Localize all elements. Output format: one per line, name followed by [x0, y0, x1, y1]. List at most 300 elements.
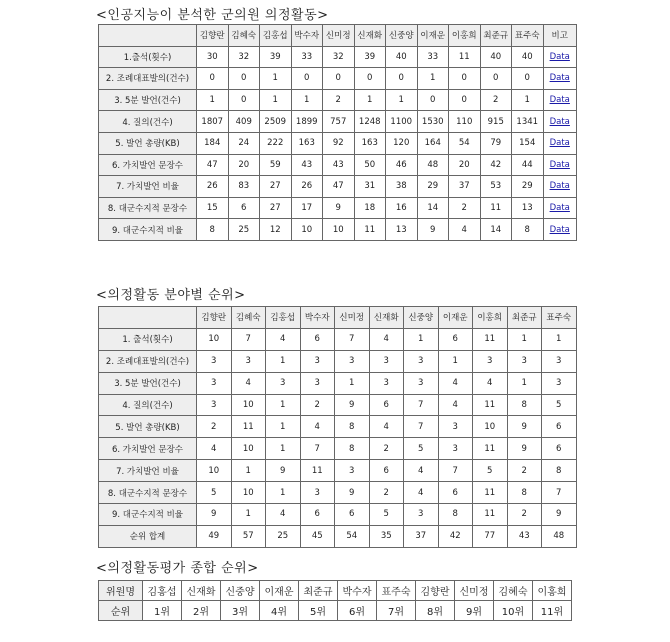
value-cell: 1 — [231, 460, 266, 482]
value-cell: 11 — [473, 394, 508, 416]
header-name: 김홍섭 — [260, 25, 292, 47]
value-cell: 6 — [335, 504, 370, 526]
value-cell: 1 — [404, 328, 439, 350]
overall-rank-cell: 11위 — [533, 601, 572, 621]
table-row — [99, 350, 577, 372]
value-cell: 1 — [231, 504, 266, 526]
header-name: 박수자 — [291, 25, 323, 47]
value-cell: 4 — [473, 372, 508, 394]
value-cell: 4 — [438, 372, 473, 394]
value-cell: 6 — [438, 328, 473, 350]
table-row — [99, 219, 577, 241]
value-cell: 35 — [369, 525, 404, 547]
table-row — [99, 504, 577, 526]
value-cell: 6 — [542, 438, 577, 460]
value-cell: 163 — [291, 132, 323, 154]
value-cell: 915 — [480, 111, 512, 133]
value-cell: 10 — [291, 219, 323, 241]
value-cell: 1 — [260, 68, 292, 90]
value-cell: 0 — [354, 68, 386, 90]
value-cell: 2509 — [260, 111, 292, 133]
value-cell: 4 — [266, 504, 301, 526]
remarks-cell — [543, 132, 577, 154]
section-title-overall-rank: <의정활동평가 종합 순위> — [96, 561, 259, 576]
value-cell: 3 — [335, 460, 370, 482]
data-link[interactable]: Data — [549, 224, 570, 235]
value-cell: 163 — [354, 132, 386, 154]
value-cell: 39 — [260, 46, 292, 68]
value-cell: 57 — [231, 525, 266, 547]
row-label: 3. 5분 발언(건수) — [99, 89, 197, 111]
value-cell: 1530 — [417, 111, 449, 133]
header-name: 신미정 — [323, 25, 355, 47]
value-cell: 43 — [323, 154, 355, 176]
value-cell: 3 — [404, 350, 439, 372]
value-cell: 8 — [335, 438, 370, 460]
value-cell: 7 — [404, 394, 439, 416]
row-label: 6. 가치발언 문장수 — [99, 438, 197, 460]
value-cell: 8 — [542, 460, 577, 482]
value-cell: 2 — [507, 504, 542, 526]
value-cell: 1 — [438, 350, 473, 372]
row-label: 1. 출석(횟수) — [99, 328, 197, 350]
value-cell: 10 — [323, 219, 355, 241]
value-cell: 42 — [438, 525, 473, 547]
value-cell: 10 — [473, 416, 508, 438]
value-cell: 20 — [228, 154, 260, 176]
header-name: 김홍섭 — [266, 307, 301, 329]
value-cell: 43 — [507, 525, 542, 547]
overall-rank-cell: 3위 — [221, 601, 260, 621]
row-label: 7. 가치발언 비율 — [99, 460, 197, 482]
value-cell: 5 — [404, 438, 439, 460]
value-cell: 11 — [480, 197, 512, 219]
value-cell: 2 — [300, 394, 335, 416]
value-cell: 4 — [438, 394, 473, 416]
value-cell: 8 — [197, 219, 229, 241]
value-cell: 59 — [260, 154, 292, 176]
table-row — [99, 176, 577, 198]
value-cell: 7 — [404, 416, 439, 438]
remarks-cell — [543, 176, 577, 198]
value-cell: 1 — [512, 89, 544, 111]
value-cell: 6 — [369, 460, 404, 482]
value-cell: 0 — [197, 68, 229, 90]
value-cell: 13 — [512, 197, 544, 219]
value-cell: 11 — [300, 460, 335, 482]
value-cell: 10 — [231, 438, 266, 460]
activity-data-table — [98, 24, 577, 241]
value-cell: 37 — [404, 525, 439, 547]
value-cell: 5 — [369, 504, 404, 526]
remarks-cell — [543, 111, 577, 133]
header-name: 신중양 — [386, 25, 418, 47]
row-label: 8. 대군수지적 문장수 — [99, 197, 197, 219]
value-cell: 3 — [300, 350, 335, 372]
value-cell: 0 — [228, 68, 260, 90]
overall-rank-cell: 7위 — [377, 601, 416, 621]
value-cell: 83 — [228, 176, 260, 198]
value-cell: 29 — [417, 176, 449, 198]
value-cell: 1807 — [197, 111, 229, 133]
header-name: 김혜숙 — [231, 307, 266, 329]
value-cell: 9 — [542, 504, 577, 526]
value-cell: 4 — [449, 219, 481, 241]
value-cell: 8 — [512, 219, 544, 241]
value-cell: 47 — [323, 176, 355, 198]
value-cell: 11 — [473, 328, 508, 350]
overall-rank-cell: 9위 — [455, 601, 494, 621]
value-cell: 0 — [512, 68, 544, 90]
value-cell: 1 — [291, 89, 323, 111]
value-cell: 15 — [197, 197, 229, 219]
value-cell: 9 — [266, 460, 301, 482]
value-cell: 8 — [438, 504, 473, 526]
value-cell: 16 — [386, 197, 418, 219]
overall-rank-cell: 1위 — [143, 601, 182, 621]
header-name: 이재운 — [417, 25, 449, 47]
overall-name-cell: 표주숙 — [377, 581, 416, 601]
value-cell: 77 — [473, 525, 508, 547]
value-cell: 154 — [512, 132, 544, 154]
value-cell: 29 — [512, 176, 544, 198]
overall-ranks-row — [99, 601, 572, 621]
value-cell: 5 — [473, 460, 508, 482]
table-row — [99, 394, 577, 416]
value-cell: 0 — [417, 89, 449, 111]
header-name: 신재화 — [354, 25, 386, 47]
value-cell: 7 — [335, 328, 370, 350]
overall-name-cell: 박수자 — [338, 581, 377, 601]
value-cell: 31 — [354, 176, 386, 198]
value-cell: 44 — [512, 154, 544, 176]
table-row — [99, 438, 577, 460]
value-cell: 222 — [260, 132, 292, 154]
value-cell: 11 — [473, 482, 508, 504]
value-cell: 3 — [507, 350, 542, 372]
data-link[interactable]: Data — [549, 95, 570, 106]
value-cell: 42 — [480, 154, 512, 176]
value-cell: 2 — [449, 197, 481, 219]
category-rank-table — [98, 306, 577, 548]
value-cell: 3 — [197, 372, 232, 394]
value-cell: 1 — [266, 394, 301, 416]
table-header-row — [99, 307, 577, 329]
value-cell: 11 — [473, 438, 508, 460]
value-cell: 4 — [369, 328, 404, 350]
value-cell: 54 — [335, 525, 370, 547]
value-cell: 92 — [323, 132, 355, 154]
value-cell: 11 — [354, 219, 386, 241]
value-cell: 184 — [197, 132, 229, 154]
value-cell: 40 — [480, 46, 512, 68]
value-cell: 9 — [507, 438, 542, 460]
header-name: 이재운 — [438, 307, 473, 329]
value-cell: 25 — [228, 219, 260, 241]
value-cell: 3 — [197, 350, 232, 372]
value-cell: 43 — [291, 154, 323, 176]
value-cell: 17 — [291, 197, 323, 219]
value-cell: 9 — [335, 394, 370, 416]
value-cell: 4 — [404, 460, 439, 482]
overall-rank-cell: 6위 — [338, 601, 377, 621]
value-cell: 26 — [197, 176, 229, 198]
table-row — [99, 328, 577, 350]
value-cell: 1 — [266, 350, 301, 372]
data-link[interactable]: Data — [549, 51, 570, 62]
value-cell: 3 — [300, 482, 335, 504]
header-name: 김혜숙 — [228, 25, 260, 47]
value-cell: 120 — [386, 132, 418, 154]
row-label: 4. 질의(건수) — [99, 111, 197, 133]
value-cell: 3 — [438, 438, 473, 460]
remarks-cell — [543, 68, 577, 90]
value-cell: 164 — [417, 132, 449, 154]
overall-name-cell: 김홍섭 — [143, 581, 182, 601]
value-cell: 3 — [335, 350, 370, 372]
value-cell: 13 — [386, 219, 418, 241]
value-cell: 9 — [197, 504, 232, 526]
data-link[interactable]: Data — [549, 138, 570, 149]
header-name: 김향란 — [197, 307, 232, 329]
value-cell: 4 — [266, 328, 301, 350]
row-label: 3. 5분 발언(건수) — [99, 372, 197, 394]
value-cell: 12 — [260, 219, 292, 241]
value-cell: 3 — [404, 504, 439, 526]
data-link[interactable]: Data — [549, 181, 570, 192]
remarks-cell — [543, 219, 577, 241]
overall-name-cell: 김혜숙 — [494, 581, 533, 601]
value-cell: 33 — [417, 46, 449, 68]
value-cell: 2 — [369, 438, 404, 460]
rank-header-label: 순위 — [99, 601, 143, 621]
member-header-label: 위원명 — [99, 581, 143, 601]
value-cell: 6 — [228, 197, 260, 219]
value-cell: 1 — [507, 372, 542, 394]
header-name: 표주숙 — [542, 307, 577, 329]
value-cell: 32 — [228, 46, 260, 68]
value-cell: 6 — [438, 482, 473, 504]
overall-rank-cell: 5위 — [299, 601, 338, 621]
value-cell: 48 — [542, 525, 577, 547]
value-cell: 8 — [507, 394, 542, 416]
row-label: 4. 질의(건수) — [99, 394, 197, 416]
table-row — [99, 416, 577, 438]
overall-names-row — [99, 581, 572, 601]
row-label: 9. 대군수지적 비율 — [99, 504, 197, 526]
header-name: 이홍희 — [473, 307, 508, 329]
value-cell: 4 — [404, 482, 439, 504]
value-cell: 48 — [417, 154, 449, 176]
value-cell: 79 — [480, 132, 512, 154]
value-cell: 0 — [228, 89, 260, 111]
value-cell: 3 — [438, 416, 473, 438]
row-label: 1.출석(횟수) — [99, 46, 197, 68]
value-cell: 1 — [197, 89, 229, 111]
value-cell: 10 — [197, 460, 232, 482]
value-cell: 409 — [228, 111, 260, 133]
table-row — [99, 482, 577, 504]
header-name: 이홍희 — [449, 25, 481, 47]
value-cell: 1 — [266, 416, 301, 438]
overall-rank-cell: 2위 — [182, 601, 221, 621]
value-cell: 3 — [404, 372, 439, 394]
value-cell: 26 — [291, 176, 323, 198]
value-cell: 4 — [300, 416, 335, 438]
value-cell: 2 — [369, 482, 404, 504]
value-cell: 14 — [480, 219, 512, 241]
table-header-row — [99, 25, 577, 47]
overall-rank-cell: 10위 — [494, 601, 533, 621]
overall-name-cell: 신재화 — [182, 581, 221, 601]
value-cell: 4 — [197, 438, 232, 460]
overall-rank-cell: 8위 — [416, 601, 455, 621]
value-cell: 2 — [480, 89, 512, 111]
value-cell: 5 — [542, 394, 577, 416]
value-cell: 1 — [354, 89, 386, 111]
row-label: 5. 발언 총량(KB) — [99, 132, 197, 154]
value-cell: 10 — [231, 482, 266, 504]
value-cell: 11 — [473, 504, 508, 526]
value-cell: 11 — [231, 416, 266, 438]
value-cell: 40 — [512, 46, 544, 68]
value-cell: 6 — [300, 504, 335, 526]
value-cell: 27 — [260, 176, 292, 198]
row-label: 6. 가치발언 문장수 — [99, 154, 197, 176]
value-cell: 14 — [417, 197, 449, 219]
overall-name-cell: 최준규 — [299, 581, 338, 601]
value-cell: 7 — [231, 328, 266, 350]
data-link[interactable]: Data — [549, 159, 570, 170]
row-label: 9. 대군수지적 비율 — [99, 219, 197, 241]
table-row — [99, 197, 577, 219]
value-cell: 38 — [386, 176, 418, 198]
header-name: 신재화 — [369, 307, 404, 329]
value-cell: 0 — [323, 68, 355, 90]
row-label: 순위 합계 — [99, 525, 197, 547]
row-label: 5. 발언 총량(KB) — [99, 416, 197, 438]
value-cell: 9 — [417, 219, 449, 241]
table-row — [99, 111, 577, 133]
value-cell: 757 — [323, 111, 355, 133]
overall-name-cell: 이재운 — [260, 581, 299, 601]
value-cell: 50 — [354, 154, 386, 176]
value-cell: 37 — [449, 176, 481, 198]
value-cell: 1 — [507, 328, 542, 350]
value-cell: 32 — [323, 46, 355, 68]
value-cell: 2 — [197, 416, 232, 438]
value-cell: 9 — [507, 416, 542, 438]
row-label: 2. 조례대표발의(건수) — [99, 68, 197, 90]
value-cell: 4 — [231, 372, 266, 394]
data-link[interactable]: Data — [549, 203, 570, 214]
value-cell: 30 — [197, 46, 229, 68]
header-name: 박수자 — [300, 307, 335, 329]
row-label: 2. 조례대표발의(건수) — [99, 350, 197, 372]
table-row — [99, 525, 577, 547]
value-cell: 0 — [386, 68, 418, 90]
value-cell: 1 — [335, 372, 370, 394]
remarks-cell — [543, 46, 577, 68]
value-cell: 7 — [542, 482, 577, 504]
value-cell: 53 — [480, 176, 512, 198]
value-cell: 47 — [197, 154, 229, 176]
value-cell: 27 — [260, 197, 292, 219]
value-cell: 0 — [449, 89, 481, 111]
header-corner-cell — [99, 307, 197, 329]
value-cell: 1 — [417, 68, 449, 90]
table-row — [99, 372, 577, 394]
overall-name-cell: 신미정 — [455, 581, 494, 601]
overall-name-cell: 신중양 — [221, 581, 260, 601]
value-cell: 3 — [266, 372, 301, 394]
header-name: 신미정 — [335, 307, 370, 329]
value-cell: 1100 — [386, 111, 418, 133]
overall-name-cell: 이홍희 — [533, 581, 572, 601]
value-cell: 39 — [354, 46, 386, 68]
value-cell: 3 — [231, 350, 266, 372]
remarks-cell — [543, 89, 577, 111]
value-cell: 18 — [354, 197, 386, 219]
value-cell: 45 — [300, 525, 335, 547]
value-cell: 7 — [300, 438, 335, 460]
section-title-analysis: <인공지능이 분석한 군의원 의정활동> — [96, 8, 329, 23]
value-cell: 1248 — [354, 111, 386, 133]
value-cell: 110 — [449, 111, 481, 133]
value-cell: 9 — [335, 482, 370, 504]
value-cell: 1 — [266, 438, 301, 460]
value-cell: 2 — [507, 460, 542, 482]
table-row — [99, 154, 577, 176]
header-name: 신중양 — [404, 307, 439, 329]
value-cell: 2 — [323, 89, 355, 111]
row-label: 8. 대군수지적 문장수 — [99, 482, 197, 504]
value-cell: 3 — [369, 372, 404, 394]
header-name: 최준규 — [480, 25, 512, 47]
remarks-cell — [543, 154, 577, 176]
value-cell: 0 — [291, 68, 323, 90]
value-cell: 11 — [449, 46, 481, 68]
value-cell: 10 — [197, 328, 232, 350]
value-cell: 1 — [260, 89, 292, 111]
value-cell: 1341 — [512, 111, 544, 133]
value-cell: 9 — [323, 197, 355, 219]
header-name: 최준규 — [507, 307, 542, 329]
value-cell: 3 — [369, 350, 404, 372]
value-cell: 49 — [197, 525, 232, 547]
value-cell: 10 — [231, 394, 266, 416]
value-cell: 25 — [266, 525, 301, 547]
value-cell: 1 — [266, 482, 301, 504]
value-cell: 1 — [386, 89, 418, 111]
row-label: 7. 가치발언 비율 — [99, 176, 197, 198]
value-cell: 6 — [300, 328, 335, 350]
value-cell: 0 — [480, 68, 512, 90]
overall-name-cell: 김향란 — [416, 581, 455, 601]
data-link[interactable]: Data — [549, 116, 570, 127]
table-row — [99, 68, 577, 90]
value-cell: 40 — [386, 46, 418, 68]
value-cell: 1 — [542, 328, 577, 350]
value-cell: 3 — [300, 372, 335, 394]
header-name: 표주숙 — [512, 25, 544, 47]
data-link[interactable]: Data — [549, 73, 570, 84]
value-cell: 3 — [542, 350, 577, 372]
value-cell: 7 — [438, 460, 473, 482]
value-cell: 54 — [449, 132, 481, 154]
remarks-cell — [543, 197, 577, 219]
value-cell: 20 — [449, 154, 481, 176]
